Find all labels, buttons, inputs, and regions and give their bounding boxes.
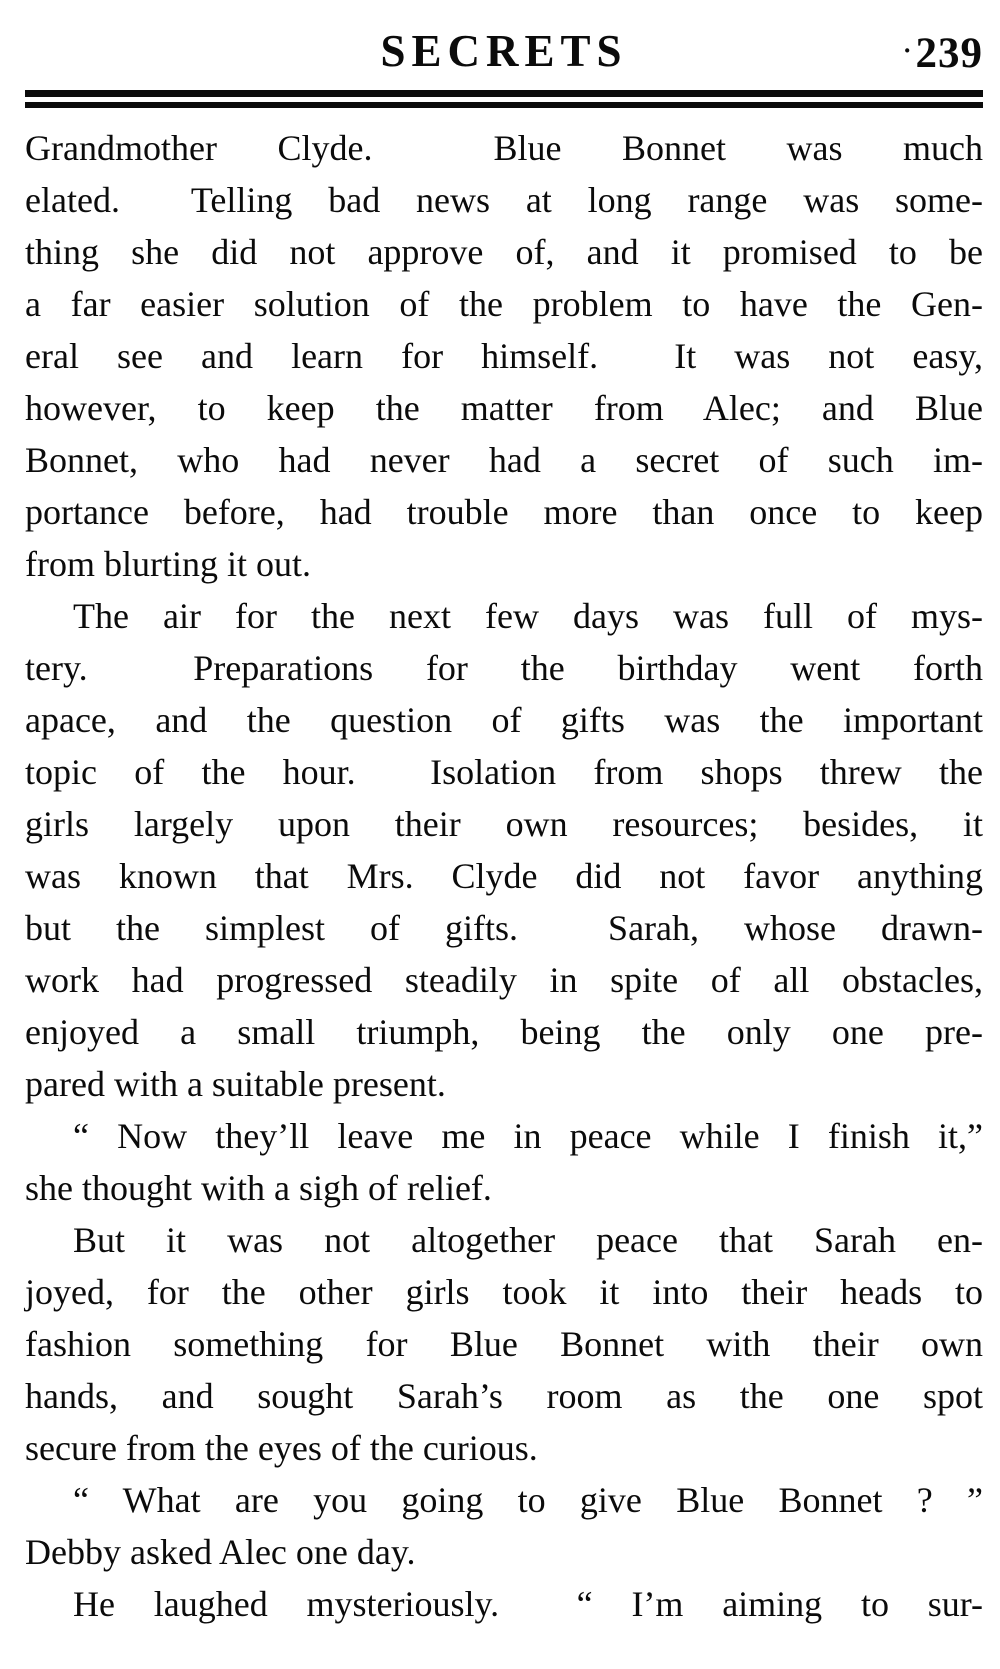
double-rule [25, 90, 983, 108]
text-line: but the simplest of gifts. Sarah, whose drawn- [25, 908, 983, 948]
page-number-value: 239 [915, 30, 983, 77]
text-column [25, 122, 983, 1630]
text-line: pared with a suitable present. [25, 1064, 446, 1104]
text-line: elated. Telling bad news at long range was some- [25, 180, 983, 220]
scan-artifact-dot: · [902, 36, 913, 65]
text-line: was known that Mrs. Clyde did not favor anything [25, 856, 983, 896]
text-line: thing she did not approve of, and it promised to be [25, 232, 983, 272]
page-number [903, 26, 983, 79]
text-line: girls largely upon their own resources; besides, it [25, 804, 983, 844]
text-line: apace, and the question of gifts was the important [25, 700, 983, 740]
text-line: hands, and sought Sarah’s room as the one spot [25, 1376, 983, 1416]
text-line: joyed, for the other girls took it into their heads to [25, 1272, 983, 1312]
chapter-title: SECRETS [380, 26, 628, 76]
text-line: He laughed mysteriously. “ I’m aiming to sur- [73, 1584, 983, 1624]
text-line: Debby asked Alec one day. [25, 1532, 416, 1572]
text-line: secure from the eyes of the curious. [25, 1428, 538, 1468]
text-line: however, to keep the matter from Alec; and Blue [25, 388, 983, 428]
text-line: fashion something for Blue Bonnet with their own [25, 1324, 983, 1364]
text-line: eral see and learn for himself. It was not easy, [25, 336, 983, 376]
text-line: “ Now they’ll leave me in peace while I finish it,” [73, 1116, 983, 1156]
text-line: from blurting it out. [25, 544, 311, 584]
text-line: enjoyed a small triumph, being the only one pre- [25, 1012, 983, 1052]
running-header [25, 26, 983, 76]
text-line: she thought with a sigh of relief. [25, 1168, 492, 1208]
text-line: tery. Preparations for the birthday went forth [25, 648, 983, 688]
text-line: “ What are you going to give Blue Bonnet ? ” [73, 1480, 983, 1520]
text-line: a far easier solution of the problem to have the Gen- [25, 284, 983, 324]
text-line: But it was not altogether peace that Sarah en- [73, 1220, 983, 1260]
text-line: Grandmother Clyde. Blue Bonnet was much [25, 128, 983, 168]
text-line: topic of the hour. Isolation from shops threw the [25, 752, 983, 792]
text-line: Bonnet, who had never had a secret of such im- [25, 440, 983, 480]
text-line: work had progressed steadily in spite of all obstacles, [25, 960, 983, 1000]
text-line: The air for the next few days was full of mys- [73, 596, 983, 636]
text-line: portance before, had trouble more than once to keep [25, 492, 983, 532]
